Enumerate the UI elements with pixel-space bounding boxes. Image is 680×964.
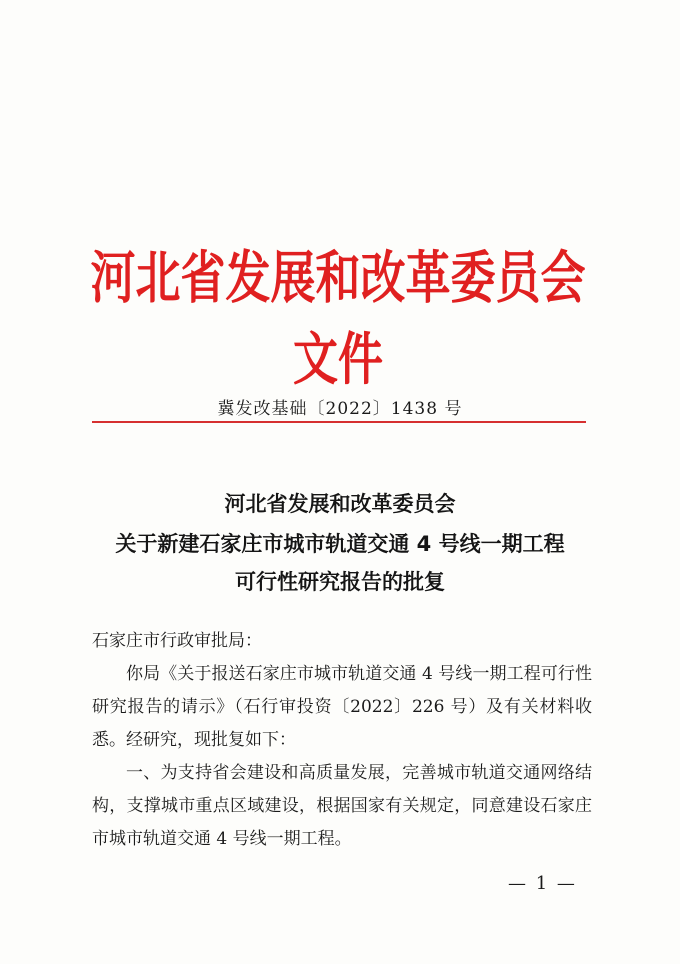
title-line-3: 可行性研究报告的批复 [235,570,445,594]
page-number: — 1 — [508,873,577,894]
header-divider [92,421,586,423]
document-header-title: 河北省发展和改革委员会文件 [90,244,586,392]
title-line-1: 河北省发展和改革委员会 [224,492,456,516]
title-line-2: 关于新建石家庄市城市轨道交通 4 号线一期工程 [115,532,565,556]
addressee: 石家庄市行政审批局： [92,631,262,651]
document-number: 冀发改基础〔2022〕1438 号 [217,399,463,419]
body-paragraph-1: 你局《关于报送石家庄市城市轨道交通 4 号线一期工程可行性研究报告的请示》（石行审投资〔2022〕226 号）及有关材料收悉。经研究，现批复如下： [92,664,592,750]
body-paragraph-2: 一、为支持省会建设和高质量发展，完善城市轨道交通网络结构，支撑城市重点区域建设，根据国家有关规定，同意建设石家庄市城市轨道交通 4 号线一期工程。 [92,763,592,849]
